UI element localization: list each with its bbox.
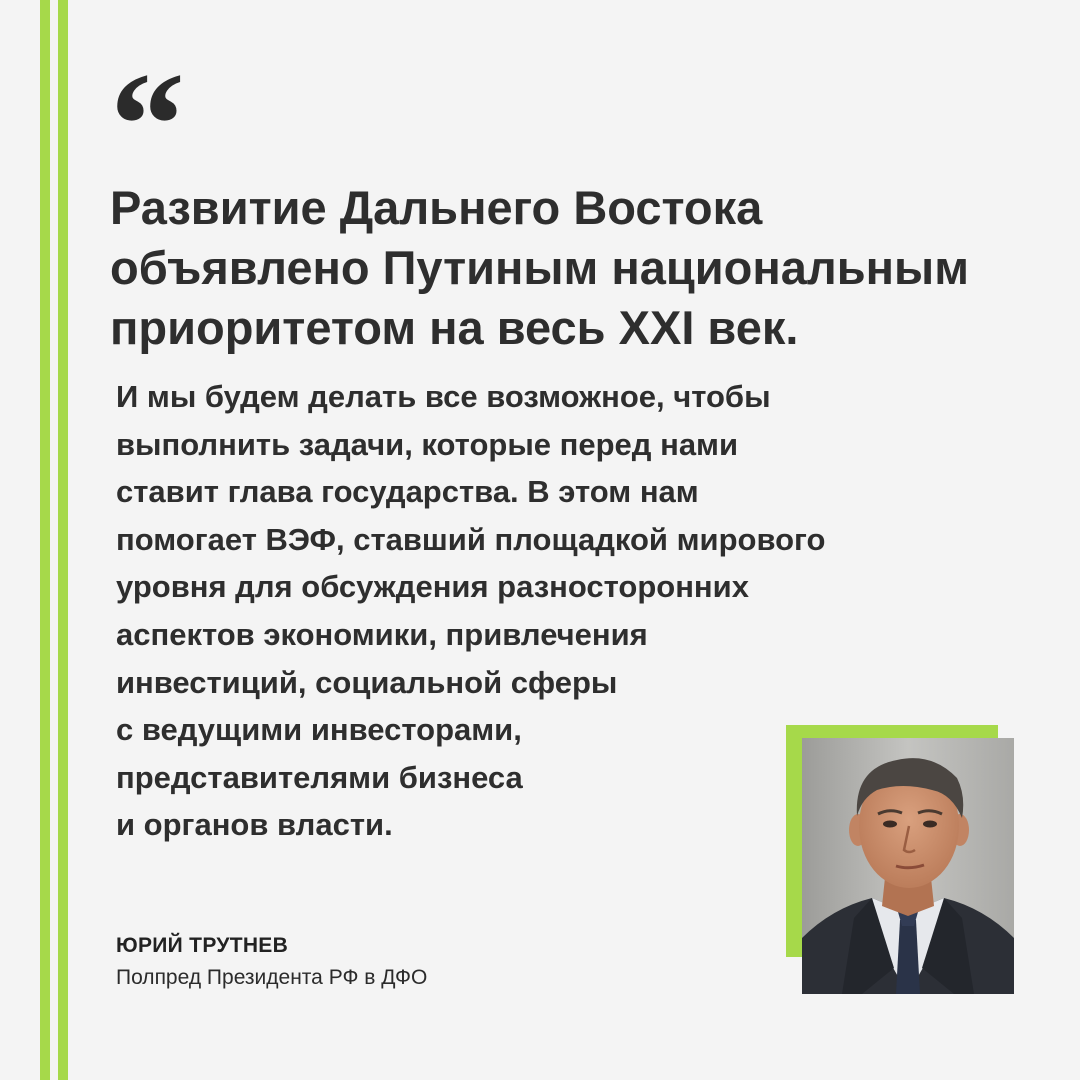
accent-stripe-left xyxy=(40,0,50,1080)
portrait-illustration xyxy=(802,738,1014,994)
author-portrait-photo xyxy=(802,738,1014,994)
quote-mark-icon: “ xyxy=(110,42,185,208)
author-title: Полпред Президента РФ в ДФО xyxy=(116,966,428,989)
quote-headline: Развитие Дальнего Востока объявлено Путиным национальным приоритетом на весь XXI век. xyxy=(110,181,969,354)
author-name: ЮРИЙ ТРУТНЕВ xyxy=(116,934,289,957)
accent-stripe-right xyxy=(58,0,68,1080)
quote-body: И мы будем делать все возможное, чтобы выполнить задачи, которые перед нами ставит глава государства. В этом нам помогает ВЭФ, ставший площадкой мирового уровня для обсуждения разносторонних аспектов экономики, привлечения инвестиций, социальной сферы с ведущими инвесторами, представителями бизнеса и органов власти. xyxy=(116,379,826,843)
